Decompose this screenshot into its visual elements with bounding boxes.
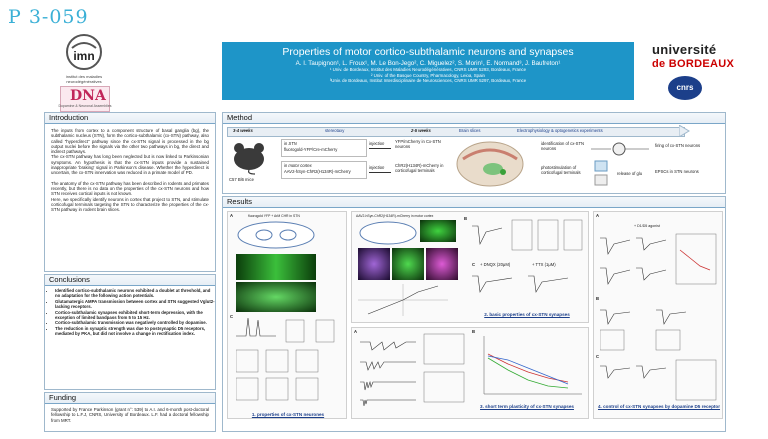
timeline-stereotaxy: stereotaxy [325,128,345,133]
conclusions-list [45,288,215,337]
authors: A. I. Taupignon¹, L. Froux¹, M. Le Bon-Jego², C. Miguelez², S. Morin¹, E. Normand³, J. Baufreton¹ [295,60,561,67]
fig2-dnqx-label: + DNQX (20μM) [480,262,511,267]
conclusions-panel [44,274,216,390]
fig4-pka-plots [600,358,720,402]
yfp-result-label: YFP/mCherry in Cx-STN neurons [395,139,441,149]
title-banner [222,42,634,100]
intro-paragraph-2: The cx-STN pathway has long been neglected but is now linked to Parkinsonian symptoms. An hypothesis is that the cx-STN inputs provide a sustained inappropriate 'braking' signal in Parkinson's disease. Whether the hyperdirect is uncertain, the cx-STN innervation was reduced in a primate model of PD. [51,154,209,176]
university-logo-line1: université [652,42,717,57]
method-panel [222,112,726,194]
figure-3 [351,327,589,419]
fig4-caption: 4. control of cx-STN synapses by dopamine D5 receptor [597,404,721,409]
affiliation-2: ² Univ. of the Basque Country, Pharmacology, Leioa, Spain [371,72,485,78]
stn-injection-box [281,139,367,157]
figure-1 [227,211,347,419]
method-heading: Method [223,113,725,124]
affiliation-1: ¹ Univ. de Bordeaux, Institut des Maladies Neurodégénératives, CNRS UMR 5293, Bordeaux, France [329,67,527,72]
university-logo-line2: de BORDEAUX [652,58,735,70]
identification-label: identification of cx-STN neurons [541,141,585,151]
timeline-electrophysiology: Electrophysiology & optogenetics experiments [517,128,603,133]
fig1-micrograph-1 [236,254,316,280]
timeline-bar [227,127,685,137]
conclusion-item: • Identified cortico-subthalamic neurons exhibited a doublet at threshold, and no adaptation for the following action potentials. [55,288,215,299]
imn-logo-text: imn [73,49,95,63]
results-heading: Results [223,197,725,208]
fig3-label-a: A [354,329,358,334]
introduction-heading: Introduction [45,113,215,124]
intro-paragraph-3: The anatomy of the cx-STN pathway has been described in rodents and primates recently, but there is no data on the properties of the cx-STN neurons and how STN receives cortical inputs is not known. [51,180,209,197]
intro-paragraph-4: Here, we specifically identify neurons in cortex that project to STN, and stimulate corticofugal terminals targeting the STN to characterize the properties of the cx-STN pathway in rodent brain slices. [51,196,209,213]
fig2-micrograph-2 [358,248,390,280]
release-label: release of glu [617,171,643,176]
fig2-brain-schematic [358,220,418,246]
fig1-plots [236,316,340,406]
injection-arrow-1 [369,148,391,149]
fig4-label-c: C [596,354,600,359]
poster-id: P 3-059 [8,6,89,28]
cortex-injection-box [281,161,367,179]
fig1-title: fluorogold YFP + ArM CHR in STN [248,214,300,218]
epsc-label: EPSCs in STN neurons [655,169,699,174]
synapse-schematic [591,159,611,187]
fig1-label-c: C [230,314,234,319]
fig1-micrograph-2 [236,282,316,312]
dna-subtitle: Dopamine & Neuronal Assemblies [58,104,112,108]
fig2-micrograph-1 [420,220,456,242]
fig3-plasticity-plot [478,334,584,400]
fig2-ttx-label: + TTX (1μM) [532,262,556,267]
conclusion-item: • Glutamatergic AMPA transmission between cortex and STN suggested Vglut2-lacking receptors. [55,299,215,310]
funding-text: Supported by France Parkinson (grant n°: 539) to A.I. and 6-month post-doctoral fellowship to L.F.J, CNRS, University of Bordeaux. L.F. had a doctoral fellowship from MRT. [51,407,209,423]
dna-logo-text: DNA [70,88,106,104]
fig3-traces [360,332,468,408]
conclusion-item: • The reduction in synaptic strength was due to postsynaptic D5 receptors, mediated by PKA, but did not involve a change in rectification index. [55,326,215,337]
fig4-agonist-label: + D1/D5 agonist [634,224,660,228]
fig4-agonist-plots [600,230,720,290]
fig2-title: AAV2-hSyn-ChR2(H134R)-mCherry in motor cortex [356,214,434,218]
affiliation-3: ³Univ. de Bordeaux, Institut Interdisciplinaire de Neurosciences, CNRS UMR 5297, Bordeaux, France [329,78,527,84]
poster-title: Properties of motor cortico-subthalamic neurons and synapses [282,46,574,58]
injection-label-2: injection [369,165,385,170]
conclusions-heading: Conclusions [45,275,215,286]
conclusion-item: • Cortico-subthalamic synapses exhibited short-term depression, with the exception of limited bandpass from 5 to 15 Hz. [55,310,215,321]
introduction-panel [44,112,216,272]
imn-logo [60,34,108,74]
imn-subtitle: institut des maladies neurodégénératives [65,74,103,84]
mouse-icon [229,139,269,175]
aav-label: AAV2-hSyn-ChR2(H134R)-mCherry [284,169,351,174]
fig2-label-c: C [472,262,476,267]
fig1-label-a: A [230,213,234,218]
fig2-epsc-plots [472,218,584,258]
brain-slice-image [455,139,525,189]
mouse-label: C57 Bl6 mice [229,177,254,182]
injection-label-1: injection [369,141,385,146]
fig2-caption: 2. basic properties of cx-STN synapses [484,312,570,317]
fig2-micrograph-4 [426,248,458,280]
fig3-label-b: B [472,329,476,334]
fig4-antagonist-plots [600,302,720,352]
cnrs-logo: cnrs [668,76,702,100]
funding-heading: Funding [45,393,215,404]
timeline-arrow-icon [679,125,691,137]
fig4-label-a: A [596,213,600,218]
fig3-caption: 3. short term plasticity of cx-STN synapses [480,404,574,409]
figure-2 [351,211,589,323]
fig4-label-b: B [596,296,600,301]
fig2-iv-plot [358,284,448,316]
fig2-label-b: B [464,216,468,221]
chr2-result-label: ChR2(H134R)-mCherry in corticofugal terminals [395,163,444,173]
fig2-micrograph-3 [392,248,424,280]
fig2-drug-plots [472,270,584,310]
in-stn-label: in STN [284,141,297,146]
retro-tracer-label: fluorogold-YFP/Cre-mCherry [284,147,338,152]
figure-4 [593,211,723,419]
in-motor-label: in motor cortex [284,163,312,168]
firing-label: firing of cx-STN neurons [655,143,701,148]
timeline-weeks-1: 3-4 weeks [233,128,253,133]
timeline-weeks-2: 2-5 weeks [411,128,431,133]
neuron-schematic [591,139,651,159]
fig1-caption: 1. properties of cx-STN neurones [251,412,325,417]
intro-paragraph-1: The inputs from cortex to a component structure of basal ganglia (bg), the subthalamic nucleus (STN), form the cortico-subthalamic (cx-STN) pathway, also called "hyperdirect" pathway since the cx-STN signal is processed in the bg output nuclei before the signals via the other two pathways in bg, the direct and indirect pathways. [51,128,209,155]
injection-arrow-2 [369,172,391,173]
conclusion-item: • Cortico-subthalamic transmission was negatively controlled by dopamine. [55,320,215,325]
results-panel [222,196,726,432]
timeline-slices: Brain slices [459,128,481,133]
fig1-brain-schematic [236,220,316,250]
funding-panel [44,392,216,432]
photostimulation-label: photostimulation of corticofugal terminals [541,165,581,175]
